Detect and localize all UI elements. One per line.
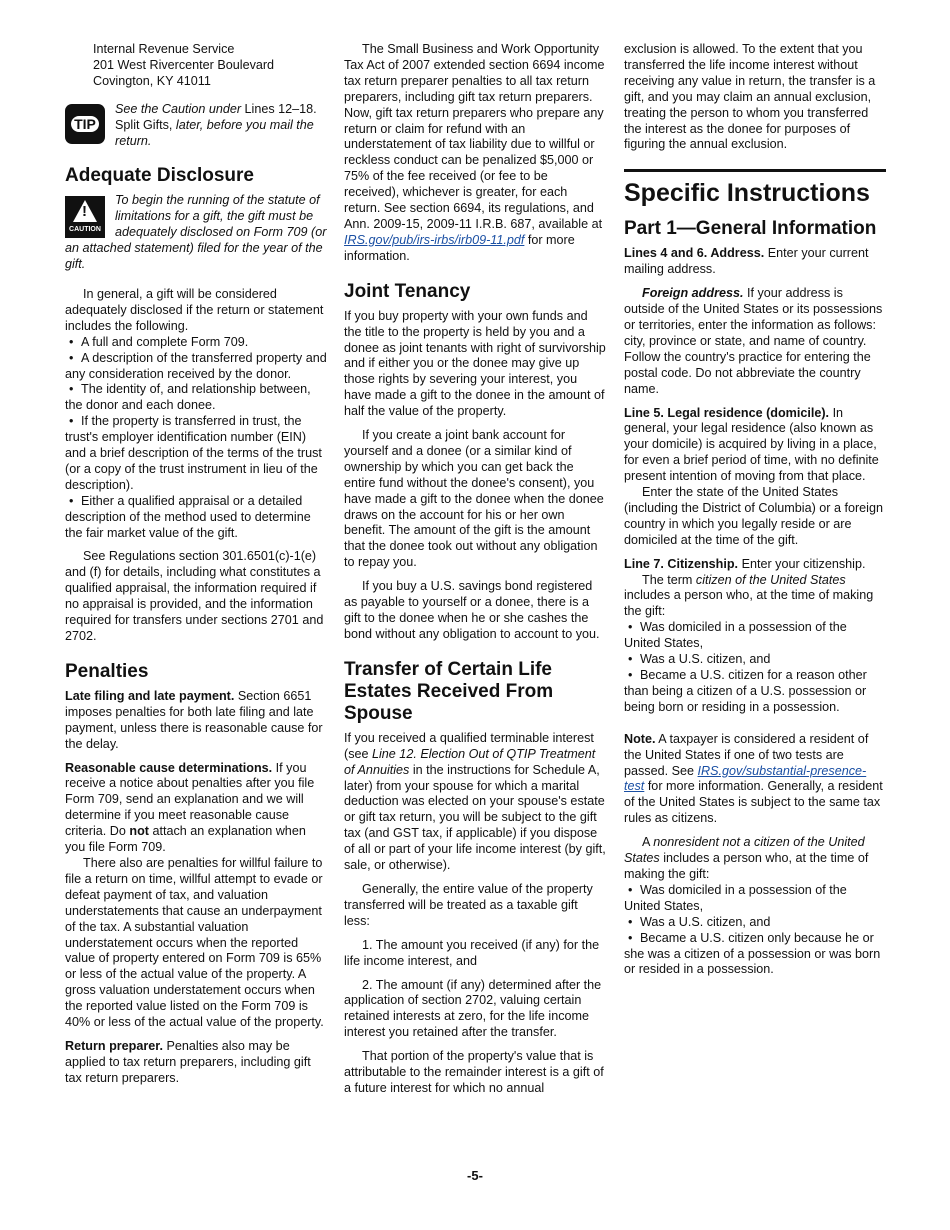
irb-link[interactable]: IRS.gov/pub/irs-irbs/irb09-11.pdf	[344, 232, 525, 247]
list-item: • Was domiciled in a possession of the United States,	[624, 620, 886, 652]
paragraph: If you buy property with your own funds and the title to the property is held by you and a donee as joint tenants with right of survivorship and if either you or the donee may give up those rights by severing your interest, you have made a gift to the donee in the amount of half the value of the property.	[344, 308, 606, 419]
paragraph: Generally, the entire value of the property transferred will be treated as a taxable gift less:	[344, 881, 593, 928]
paragraph: exclusion is allowed. To the extent that you transferred the life income interest without receiving any value in return, the transfer is a gift, and you may claim an annual exclusion, treating the person to whom you transferred the interest as the donee for purposes of figuring the annual exclusion.	[624, 42, 876, 152]
tip-box	[65, 102, 327, 150]
paragraph: Line 5. Legal residence (domicile). In general, your legal residence (also known as your domicile) is acquired by living in a place, for even a brief period of time, with no definite present intention of moving from that place.	[624, 405, 879, 484]
tip-text: See the Caution under Lines 12–18. Split Gifts, later, before you mail the return.	[115, 101, 317, 148]
paragraph: If you create a joint bank account for yourself and a donee (or a similar kind of ownership by which you can get back the entire fund without the donee's consent), you have made a gift to the donee when the donee draws on the account for his or her own benefit. The amount of the gift is the amount that the donee took out without any obligation to repay you.	[344, 428, 604, 570]
paragraph: There also are penalties for willful failure to file a return on time, willful attempt to evade or defeat payment of tax, and valuation understatements that cause an underpayment of the tax. A substantial valuation understatement occurs when the reported value of property entered on Form 709 is 65% or less of the actual value of the property. A gross valuation understatement occurs when the reported value listed on the Form 709 is 40% or less of the actual value of the property.	[65, 855, 324, 1030]
paragraph: Return preparer. Penalties also may be applied to tax return preparers, including gift tax return preparers.	[65, 1038, 311, 1085]
caution-text: To begin the running of the statute of limitations for a gift, the gift must be adequately disclosed on Form 709 (or an attached statement) filed for the year of the gift.	[65, 193, 327, 272]
address-line: Covington, KY 41011	[93, 73, 211, 88]
list-item: • Was domiciled in a possession of the United States,	[624, 883, 886, 915]
list-item: • The identity of, and relationship between, the donor and each donee.	[65, 382, 327, 414]
numbered-item: 2. The amount (if any) determined after the application of section 2702, valuing certain retained interests at zero, for the life income interest you retained after the transfer.	[344, 977, 602, 1040]
heading-joint-tenancy: Joint Tenancy	[344, 280, 471, 302]
address-line: Internal Revenue Service	[93, 42, 235, 56]
list-item: • Became a U.S. citizen only because he or she was a citizen of a possession or was born or resided in a possession.	[624, 931, 886, 979]
note-paragraph: Note. A taxpayer is considered a resident of the United States if one of two tests are passed. See IRS.gov/substantial-presence-test for more information. Generally, a resident of the United States is subject to the same tax rules as citizens.	[624, 731, 883, 826]
tip-icon: TIP	[65, 104, 105, 144]
substantial-presence-link[interactable]: IRS.gov/substantial-presence-test	[624, 763, 867, 794]
page-number: -5-	[467, 1168, 483, 1183]
paragraph: Reasonable cause determinations. If you receive a notice about penalties after you file Form 709, send an explanation and we will determine if you meet reasonable cause criteria. Do not attach an explanation when you file Form 709.	[65, 760, 315, 855]
numbered-item: 1. The amount you received (if any) for the life income interest, and	[344, 937, 600, 968]
paragraph: That portion of the property's value that is attributable to the remainder interest is a gift of a future interest for which no annual	[344, 1049, 604, 1095]
caution-icon: ! CAUTION	[65, 196, 105, 238]
paragraph: The term citizen of the United States includes a person who, at the time of making the gift:	[624, 572, 874, 619]
list-item: • Was a U.S. citizen, and	[624, 915, 886, 931]
paragraph: Lines 4 and 6. Address. Enter your current mailing address.	[624, 246, 869, 277]
column-middle	[344, 42, 606, 1105]
list-item: • A full and complete Form 709.	[65, 335, 327, 351]
paragraph: The Small Business and Work Opportunity Tax Act of 2007 extended section 6694 income tax return preparer penalties to all tax return preparers, including gift tax return preparers. Now, gift tax return preparers who prepare any return or claim for refund with an understatement of tax liability due to willful or reckless conduct can be penalized $5,000 or 75% of the fee received (or fee to be received), whichever is greater, for each return. See section 6694, its regulations, and Ann. 2009-15, 2009-11 I.R.B. 687, available at IRS.gov/pub/irs-irbs/irb09-11.pdf for more information.	[344, 42, 605, 263]
list-item: • Was a U.S. citizen, and	[624, 652, 886, 668]
list-item: • A description of the transferred property and any consideration received by the donor.	[65, 351, 327, 383]
heading-adequate-disclosure: Adequate Disclosure	[65, 165, 254, 187]
paragraph: If you received a qualified terminable interest (see Line 12. Election Out of QTIP Treatment of Annuities in the instructions for Schedule A, later) from your spouse for which a marital deduction was elected on your spouse's estate or gift tax return, you will be subject to the gift tax (and GST tax, if applicable) if you dispose of all or part of your life income interest (by gift, sale, or otherwise).	[344, 730, 606, 873]
paragraph: Late filing and late payment. Section 6651 imposes penalties for both late filing and late payment, unless there is reasonable cause for the delay.	[65, 688, 323, 751]
heading-penalties: Penalties	[65, 660, 149, 682]
irs-address	[65, 42, 327, 90]
list-item: • If the property is transferred in trust, the trust's employer identification number (EIN) and a brief description of the terms of the trust (or a copy of the trust instrument in lieu of the description).	[65, 414, 327, 494]
list-item: • Became a U.S. citizen for a reason other than being a citizen of a U.S. possession or being born or residing in a possession.	[624, 668, 886, 716]
paragraph: Enter the state of the United States (including the District of Columbia) or a foreign country in which you legally reside or are domiciled at the time of the gift.	[624, 485, 883, 547]
heading-transfer-life-estates: Transfer of Certain Life Estates Received From Spouse	[344, 658, 554, 724]
column-left	[65, 42, 327, 1095]
paragraph: In general, a gift will be considered adequately disclosed if the return or statement includes the following.	[65, 286, 324, 333]
list-item: • Either a qualified appraisal or a detailed description of the method used to determine the fair market value of the gift.	[65, 494, 327, 542]
heading-specific-instructions: Specific Instructions	[624, 169, 886, 208]
paragraph: Foreign address. If your address is outside of the United States or its possessions or territories, enter the information as follows: city, province or state, and name of country. Follow the country's practice for entering the postal code. Do not abbreviate the country name.	[624, 286, 883, 396]
caution-box	[65, 193, 327, 273]
heading-part1: Part 1—General Information	[624, 218, 877, 240]
address-line: 201 West Rivercenter Boulevard	[93, 57, 275, 72]
paragraph: A nonresident not a citizen of the United States includes a person who, at the time of making the gift:	[624, 835, 869, 881]
paragraph: If you buy a U.S. savings bond registered as payable to yourself or a donee, there is a gift to the donee when he or she cashes the bond without any obligation to account to you.	[344, 579, 600, 641]
column-right	[624, 42, 886, 978]
paragraph: Line 7. Citizenship. Enter your citizenship.	[624, 556, 866, 571]
paragraph: See Regulations section 301.6501(c)-1(e) and (f) for details, including what constitutes a qualified appraisal, the information required if no appraisal is provided, and the information required for transfers under sections 2701 and 2702.	[65, 549, 324, 643]
